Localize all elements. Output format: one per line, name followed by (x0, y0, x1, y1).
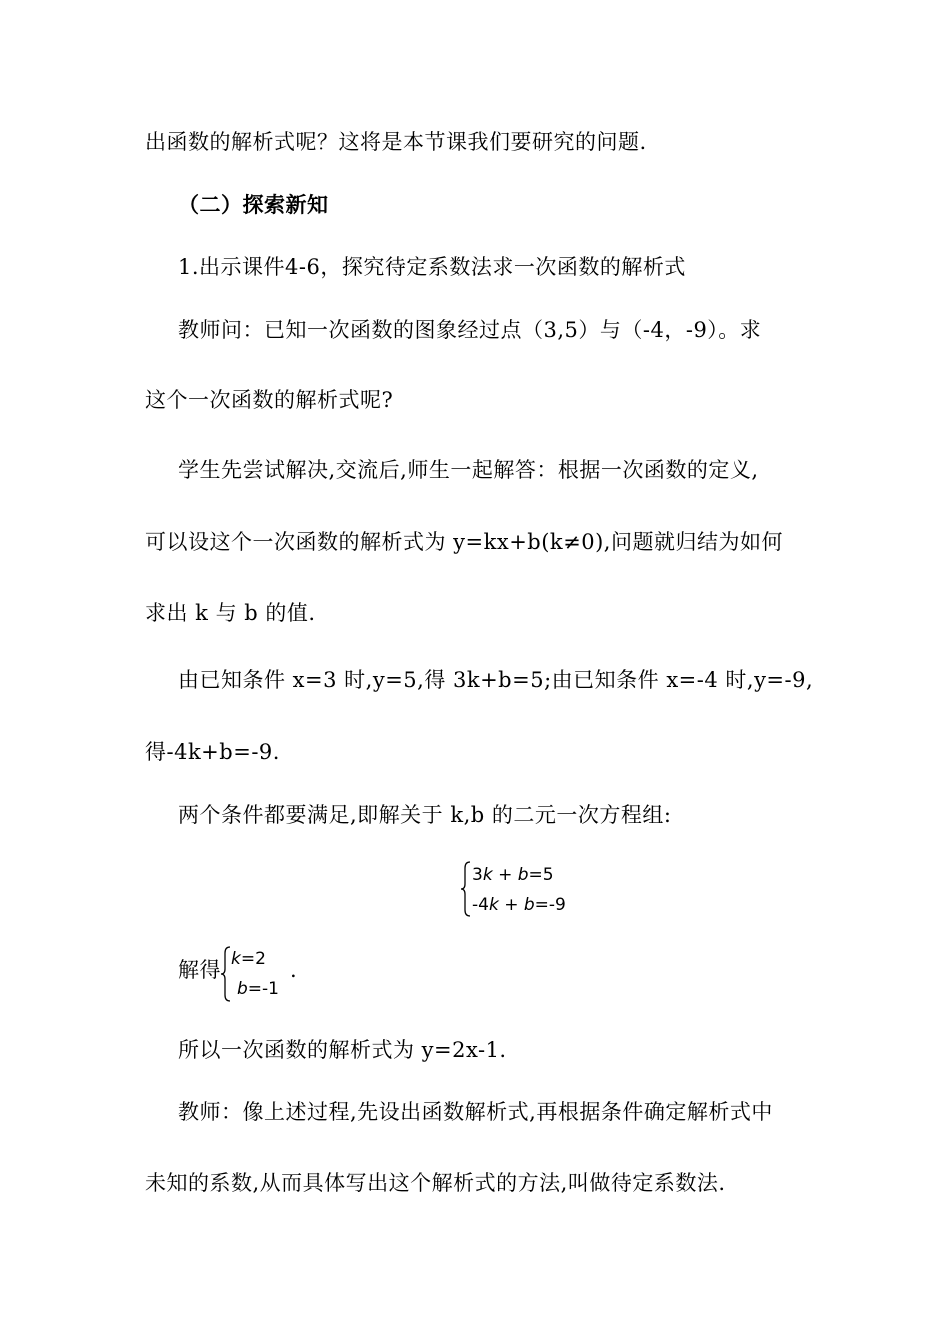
item-1: 1.出示课件4-6，探究待定系数法求一次函数的解析式 (178, 255, 686, 279)
condition-line-1: 由已知条件 x=3 时,y=5,得 3k+b=5;由已知条件 x=-4 时,y=-9, (178, 668, 814, 692)
solution-b-rhs: =-1 (247, 979, 279, 999)
equation-2 (472, 894, 566, 916)
both-conditions-line: 两个条件都要满足,即解关于 k,b 的二元一次方程组: (178, 803, 672, 827)
left-brace-icon (460, 860, 472, 918)
summary-line-2: 未知的系数,从而具体写出这个解析式的方法,叫做待定系数法. (145, 1171, 726, 1195)
eq2-var-k: k (488, 895, 499, 915)
result-line: 所以一次函数的解析式为 y=2x-1. (178, 1038, 507, 1062)
solution-k (231, 948, 266, 970)
equation-system (460, 860, 590, 920)
eq2-var-b: b (523, 895, 535, 915)
eq1-coefficient: 3 (472, 865, 483, 885)
condition-line-2: 得-4k+b=-9. (145, 740, 280, 764)
eq2-coefficient: -4 (472, 895, 489, 915)
teacher-question-line-2: 这个一次函数的解析式呢? (145, 388, 394, 412)
section-heading: （二）探索新知 (178, 193, 329, 217)
student-answer-line-1: 学生先尝试解决,交流后,师生一起解答：根据一次函数的定义, (178, 458, 759, 482)
eq1-var-k: k (482, 865, 493, 885)
solution-b (237, 978, 279, 1000)
eq1-plus: + (498, 865, 513, 885)
student-answer-line-2: 可以设这个一次函数的解析式为 y=kx+b(k≠0),问题就归结为如何 (145, 530, 783, 554)
equation-1 (472, 864, 554, 886)
eq1-var-b: b (517, 865, 529, 885)
eq1-rhs: =5 (528, 865, 554, 885)
solution-k-rhs: =2 (240, 949, 266, 969)
student-answer-line-3: 求出 k 与 b 的值. (145, 601, 316, 625)
paragraph-intro-end: 出函数的解析式呢？这将是本节课我们要研究的问题. (145, 130, 647, 154)
eq2-plus: + (504, 895, 519, 915)
summary-line-1: 教师：像上述过程,先设出函数解析式,再根据条件确定解析式中 (178, 1100, 773, 1124)
solution-prefix: 解得 (178, 958, 221, 982)
solution-var-k: k (231, 949, 241, 969)
teacher-question-line-1: 教师问：已知一次函数的图象经过点（3,5）与（-4，-9）。求 (178, 318, 762, 342)
solution-period: . (290, 958, 298, 982)
solution-system (220, 945, 300, 1005)
solution-var-b: b (237, 979, 248, 999)
eq2-rhs: =-9 (534, 895, 566, 915)
